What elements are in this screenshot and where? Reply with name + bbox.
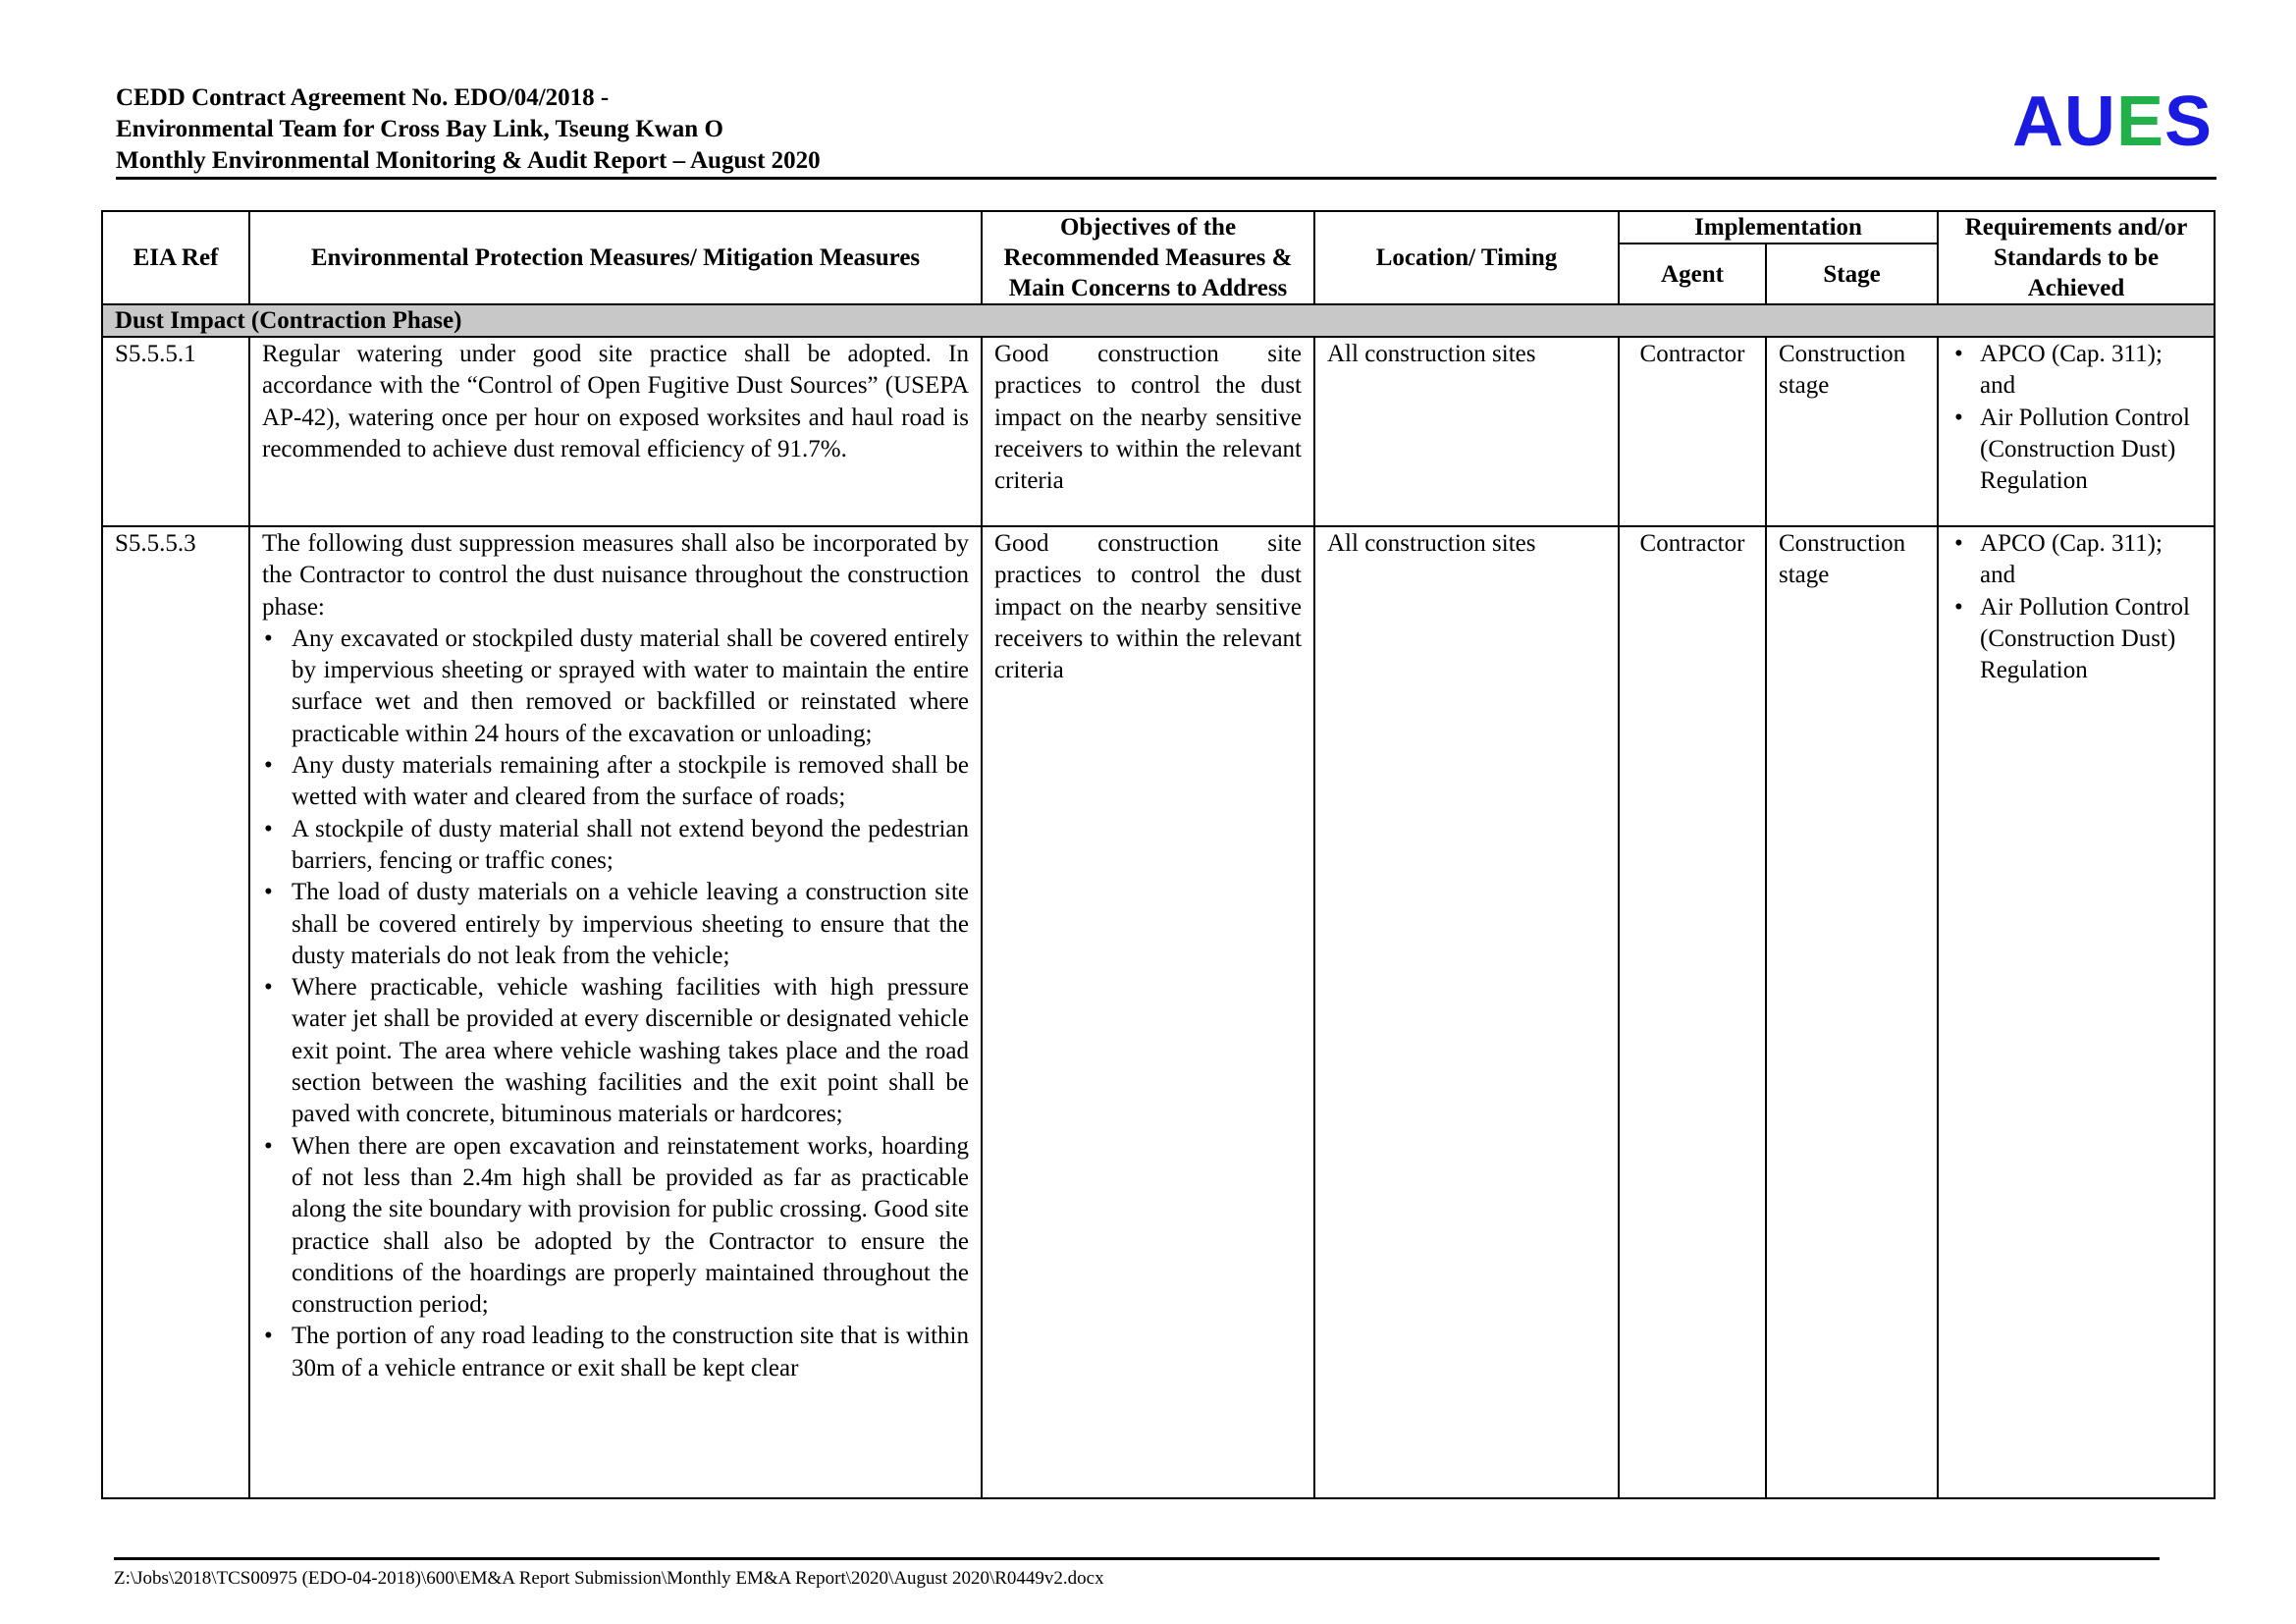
eia-ref-cell: S5.5.5.1: [102, 337, 249, 526]
agent-cell: Contractor: [1619, 526, 1766, 1498]
header-requirements: Requirements and/or Standards to be Achieved: [1938, 211, 2215, 304]
document-header: [116, 82, 2216, 180]
header-stage: Stage: [1766, 244, 1938, 304]
stage-cell: Construction stage: [1766, 526, 1938, 1498]
stage-cell: Construction stage: [1766, 337, 1938, 526]
measure-bullet: • Any dusty materials remaining after a stockpile is removed shall be wetted with water and cleared from the surface of roads;: [292, 750, 969, 814]
measure-bullet: • The portion of any road leading to the construction site that is within 30m of a vehicle entrance or exit shall be kept clear: [292, 1321, 969, 1384]
header-objectives: Objectives of the Recommended Measures & Main Concerns to Address: [982, 211, 1314, 304]
requirement-item: • APCO (Cap. 311); and: [1980, 339, 2202, 403]
measure-bullet: • Any excavated or stockpiled dusty material shall be covered entirely by impervious sheeting or sprayed with water to maintain the entire surface wet and then removed or backfilled or reinstated where practicable within 24 hours of the excavation or unloading;: [292, 623, 969, 750]
footer-file-path: Z:\Jobs\2018\TCS00975 (EDO-04-2018)\600\EM&A Report Submission\Monthly EM&A Report\2020\August 2020\R0449v2.docx: [114, 1568, 1104, 1589]
measures-cell: Regular watering under good site practice shall be adopted. In accordance with the “Control of Open Fugitive Dust Sources” (USEPA AP-42), watering once per hour on exposed worksites and haul road is recommended to achieve dust removal efficiency of 91.7%.: [249, 337, 982, 526]
logo-part-s: S: [2163, 82, 2213, 161]
header-title-block: [116, 82, 821, 177]
requirement-item: • Air Pollution Control (Construction Dust) Regulation: [1980, 592, 2202, 687]
header-eia-ref: EIA Ref: [102, 211, 249, 304]
document-footer: [114, 1557, 2160, 1590]
agent-cell: Contractor: [1619, 337, 1766, 526]
table-row: [102, 337, 2215, 526]
section-heading: Dust Impact (Contraction Phase): [102, 304, 2215, 337]
measure-bullet: • The load of dusty materials on a vehicle leaving a construction site shall be covered entirely by impervious sheeting to ensure that the dusty materials do not leak from the vehicle;: [292, 877, 969, 972]
header-team-line: Environmental Team for Cross Bay Link, Tseung Kwan O: [116, 116, 723, 142]
header-location: Location/ Timing: [1314, 211, 1619, 304]
aues-logo: [2011, 82, 2213, 161]
logo-part-e: E: [2115, 82, 2164, 161]
header-measures: Environmental Protection Measures/ Mitigation Measures: [249, 211, 982, 304]
header-report-line: Monthly Environmental Monitoring & Audit Report – August 2020: [116, 147, 821, 174]
objectives-cell: Good construction site practices to control the dust impact on the nearby sensitive receivers to within the relevant criteria: [982, 526, 1314, 1498]
measures-cell: [249, 526, 982, 1498]
eia-ref-cell: S5.5.5.3: [102, 526, 249, 1498]
location-cell: All construction sites: [1314, 526, 1619, 1498]
logo-part-au: AU: [2011, 82, 2116, 161]
header-implementation: Implementation: [1619, 211, 1938, 244]
mitigation-measures-table: [101, 210, 2216, 1499]
requirements-cell: [1938, 526, 2215, 1498]
requirements-cell: [1938, 337, 2215, 526]
requirement-item: • APCO (Cap. 311); and: [1980, 528, 2202, 592]
location-cell: All construction sites: [1314, 337, 1619, 526]
header-agent: Agent: [1619, 244, 1766, 304]
table-row: [102, 526, 2215, 1498]
measures-bullet-list: [262, 623, 969, 1384]
measure-bullet: • When there are open excavation and reinstatement works, hoarding of not less than 2.4m high shall be provided as far as practicable along the site boundary with provision for public crossing. Good site practice shall also be adopted by the Contractor to ensure the conditions of the hoardings are properly maintained throughout the construction period;: [292, 1131, 969, 1322]
measure-bullet: • A stockpile of dusty material shall not extend beyond the pedestrian barriers, fencing or traffic cones;: [292, 814, 969, 878]
header-contract-line: CEDD Contract Agreement No. EDO/04/2018 -: [116, 84, 610, 111]
objectives-cell: Good construction site practices to control the dust impact on the nearby sensitive receivers to within the relevant criteria: [982, 337, 1314, 526]
requirement-item: • Air Pollution Control (Construction Dust) Regulation: [1980, 403, 2202, 498]
measure-bullet: • Where practicable, vehicle washing facilities with high pressure water jet shall be provided at every discernible or designated vehicle exit point. The area where vehicle washing takes place and the road section between the washing facilities and the exit point shall be paved with concrete, bituminous materials or hardcores;: [292, 972, 969, 1130]
measures-intro: The following dust suppression measures shall also be incorporated by the Contractor to control the dust nuisance throughout the construction phase:: [262, 530, 969, 621]
